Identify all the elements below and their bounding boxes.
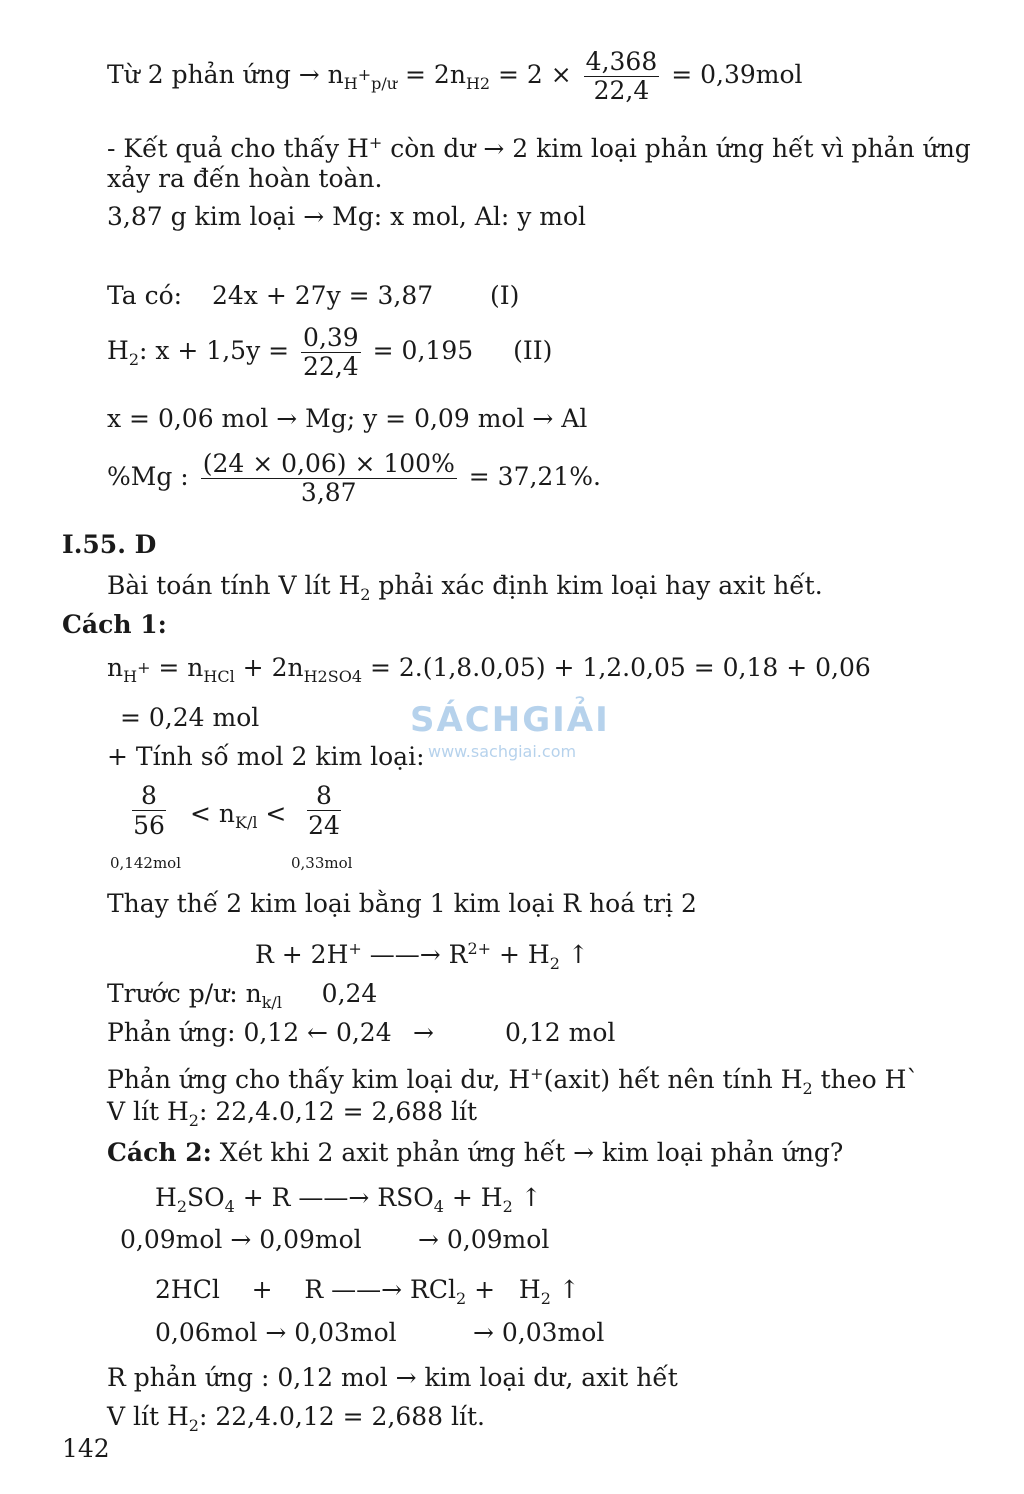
line-13: = 0,24 mol bbox=[120, 703, 260, 732]
line-3: xảy ra đến hoàn toàn. bbox=[107, 164, 383, 193]
line-24: 0,09mol → 0,09mol → 0,09mol bbox=[120, 1225, 550, 1254]
line-21: V lít $H_2$: 22,4.0,12 = 2,688 lít bbox=[107, 1097, 478, 1130]
line-27: R phản ứng : 0,12 mol → kim loại dư, axit hết bbox=[107, 1363, 678, 1392]
line-26: 0,06mol → 0,03mol → 0,03mol bbox=[155, 1318, 605, 1347]
line-23: $H_2SO_4 + R$ ——→ $RSO_4 + H_2$ ↑ bbox=[155, 1183, 542, 1216]
page-number: 142 bbox=[62, 1434, 110, 1463]
line-5: Ta có: 24x + 27y = 3,87 (I) bbox=[107, 281, 520, 310]
line-16: Thay thế 2 kim loại bằng 1 kim loại R hoá trị 2 bbox=[107, 889, 697, 918]
line-15: 8 56 0,142mol < $n_{K/l}$ < 8 24 0,33mol bbox=[110, 781, 353, 872]
line-28: V lít $H_2$: 22,4.0,12 = 2,688 lít. bbox=[107, 1402, 485, 1435]
watermark-url: www.sachgiai.com bbox=[428, 742, 577, 761]
section-heading: I.55. D bbox=[62, 530, 157, 559]
line-1: Từ 2 phản ứng → $n_{H^+p/ư} = 2n_{H2} = 2$ × $\frac{4,368}{22,4}$ = 0,39mol bbox=[107, 47, 803, 105]
line-17: R + 2H+ ——→ $R^{2+} + H_2$ ↑ bbox=[255, 939, 589, 973]
line-20: Phản ứng cho thấy kim loại dư, H+(axit) hết nên tính $H_2$ theo H` bbox=[107, 1064, 919, 1098]
line-14: + Tính số mol 2 kim loại: bbox=[107, 742, 425, 771]
line-2: - Kết quả cho thấy H+ còn dư → 2 kim loại phản ứng hết vì phản ứng bbox=[107, 133, 971, 163]
watermark bbox=[410, 700, 610, 761]
fraction: $\frac{(24 \times 0,06) \times 100\%}{3,87}$ bbox=[202, 449, 455, 507]
line-25: 2HCl + R ——→ $RCl_2 + H_2$ ↑ bbox=[155, 1275, 580, 1308]
fraction: $\frac{4,368}{22,4}$ bbox=[585, 47, 658, 105]
line-6: $H_2$: x + 1,5y = $\frac{0,39}{22,4}$ = 0,195 (II) bbox=[107, 323, 553, 381]
fraction: $\frac{0,39}{22,4}$ bbox=[303, 323, 359, 381]
line-10: Bài toán tính V lít $H_2$ phải xác định kim loại hay axit hết. bbox=[107, 571, 823, 604]
line-4: 3,87 g kim loại → Mg: x mol, Al: y mol bbox=[107, 202, 587, 231]
line-18: Trước p/ư: $n_{k/l}$ 0,24 bbox=[107, 979, 378, 1012]
method-2-heading: Cách 2: bbox=[107, 1138, 212, 1167]
line-19: Phản ứng: 0,12 ← 0,24 → 0,12 mol bbox=[107, 1018, 616, 1047]
line-7: x = 0,06 mol → Mg; y = 0,09 mol → Al bbox=[107, 404, 588, 433]
line-22: Cách 2: Xét khi 2 axit phản ứng hết → kim loại phản ứng? bbox=[107, 1138, 844, 1167]
method-1-heading: Cách 1: bbox=[62, 610, 167, 639]
watermark-logo: SÁCHGIẢI bbox=[410, 700, 610, 740]
line-8: %Mg : $\frac{(24 \times 0,06) \times 100\%}{3,87}$ = 37,21%. bbox=[107, 449, 601, 507]
line-12: $n_{H^+} = n_{HCl} + 2n_{H2SO4} = 2.(1,8.0,05) + 1,2.0,05 = 0,18 + 0,06$ bbox=[107, 653, 871, 686]
